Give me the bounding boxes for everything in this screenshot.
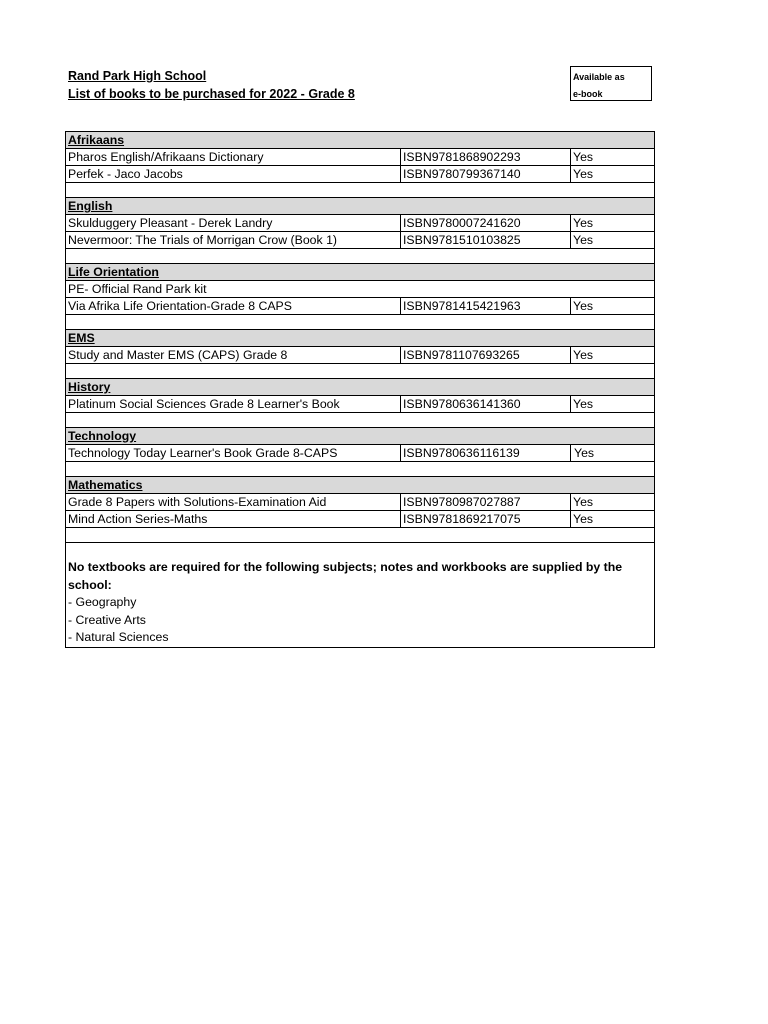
book-title: Grade 8 Papers with Solutions-Examination Aid xyxy=(66,494,401,511)
table-row xyxy=(66,494,655,511)
subject-heading: English xyxy=(66,198,655,215)
ebook-header-line2: e-book xyxy=(573,89,603,99)
list-item: - Geography xyxy=(68,595,137,609)
spacer-row xyxy=(66,183,655,198)
ebook-availability: Yes xyxy=(571,298,655,315)
ebook-availability: Yes xyxy=(571,445,655,462)
book-isbn: ISBN9780007241620 xyxy=(401,215,571,232)
subject-heading: Technology xyxy=(66,428,655,445)
document-header xyxy=(68,67,355,103)
spacer-row xyxy=(66,528,655,543)
spacer-row xyxy=(66,364,655,379)
ebook-availability: Yes xyxy=(571,396,655,413)
notes-row xyxy=(66,543,655,648)
subject-heading: History xyxy=(66,379,655,396)
list-item: - Creative Arts xyxy=(68,612,146,627)
ebook-column-header xyxy=(570,66,652,101)
spacer-row xyxy=(66,413,655,428)
school-name: Rand Park High School xyxy=(68,69,207,83)
table-row xyxy=(66,298,655,315)
book-isbn: ISBN9780987027887 xyxy=(401,494,571,511)
book-title: Platinum Social Sciences Grade 8 Learner's Book xyxy=(66,396,401,413)
book-isbn: ISBN9781869217075 xyxy=(401,511,571,528)
book-title: Pharos English/Afrikaans Dictionary xyxy=(66,149,401,166)
notes-cell xyxy=(66,543,655,648)
subject-row-history xyxy=(66,379,655,396)
subject-row-mathematics xyxy=(66,477,655,494)
spacer-row xyxy=(66,249,655,264)
subject-row-english xyxy=(66,198,655,215)
table-row xyxy=(66,281,655,298)
book-isbn: ISBN9780799367140 xyxy=(401,166,571,183)
book-isbn: ISBN9781107693265 xyxy=(401,347,571,364)
subject-row-life-orientation xyxy=(66,264,655,281)
ebook-availability: Yes xyxy=(571,494,655,511)
book-title: Perfek - Jaco Jacobs xyxy=(66,166,401,183)
table-row xyxy=(66,396,655,413)
ebook-header-line1: Available as xyxy=(573,72,625,82)
book-isbn: ISBN9780636116139 xyxy=(401,445,571,462)
subject-row-technology xyxy=(66,428,655,445)
book-isbn: ISBN9781415421963 xyxy=(401,298,571,315)
notes-subject-list xyxy=(68,594,652,647)
table-row xyxy=(66,149,655,166)
ebook-availability: Yes xyxy=(571,215,655,232)
table-row xyxy=(66,232,655,249)
table-row xyxy=(66,215,655,232)
ebook-availability: Yes xyxy=(571,347,655,364)
ebook-availability: Yes xyxy=(571,511,655,528)
book-title: Nevermoor: The Trials of Morrigan Crow (Book 1) xyxy=(66,232,401,249)
spacer-row xyxy=(66,315,655,330)
subject-heading: Life Orientation xyxy=(66,264,655,281)
notes-title: No textbooks are required for the following subjects; notes and workbooks are supplied by the school: xyxy=(68,560,623,592)
subject-row-afrikaans xyxy=(66,132,655,149)
book-title: Skulduggery Pleasant - Derek Landry xyxy=(66,215,401,232)
book-isbn: ISBN9781868902293 xyxy=(401,149,571,166)
ebook-availability: Yes xyxy=(571,166,655,183)
book-title: Study and Master EMS (CAPS) Grade 8 xyxy=(66,347,401,364)
list-title: List of books to be purchased for 2022 - Grade 8 xyxy=(68,87,355,101)
subject-heading: Mathematics xyxy=(66,477,655,494)
subject-heading: Afrikaans xyxy=(66,132,655,149)
table-row xyxy=(66,166,655,183)
spacer-row xyxy=(66,462,655,477)
book-isbn: ISBN9781510103825 xyxy=(401,232,571,249)
table-row xyxy=(66,511,655,528)
subject-heading: EMS xyxy=(66,330,655,347)
book-title: Via Afrika Life Orientation-Grade 8 CAPS xyxy=(66,298,401,315)
table-row xyxy=(66,445,655,462)
book-isbn: ISBN9780636141360 xyxy=(401,396,571,413)
ebook-availability: Yes xyxy=(571,232,655,249)
book-title: Technology Today Learner's Book Grade 8-CAPS xyxy=(66,445,401,462)
list-item: - Natural Sciences xyxy=(68,630,169,644)
subject-row-ems xyxy=(66,330,655,347)
table-row xyxy=(66,347,655,364)
kit-requirement: PE- Official Rand Park kit xyxy=(66,281,655,298)
book-list-table xyxy=(65,131,655,648)
ebook-availability: Yes xyxy=(571,149,655,166)
book-title: Mind Action Series-Maths xyxy=(66,511,401,528)
